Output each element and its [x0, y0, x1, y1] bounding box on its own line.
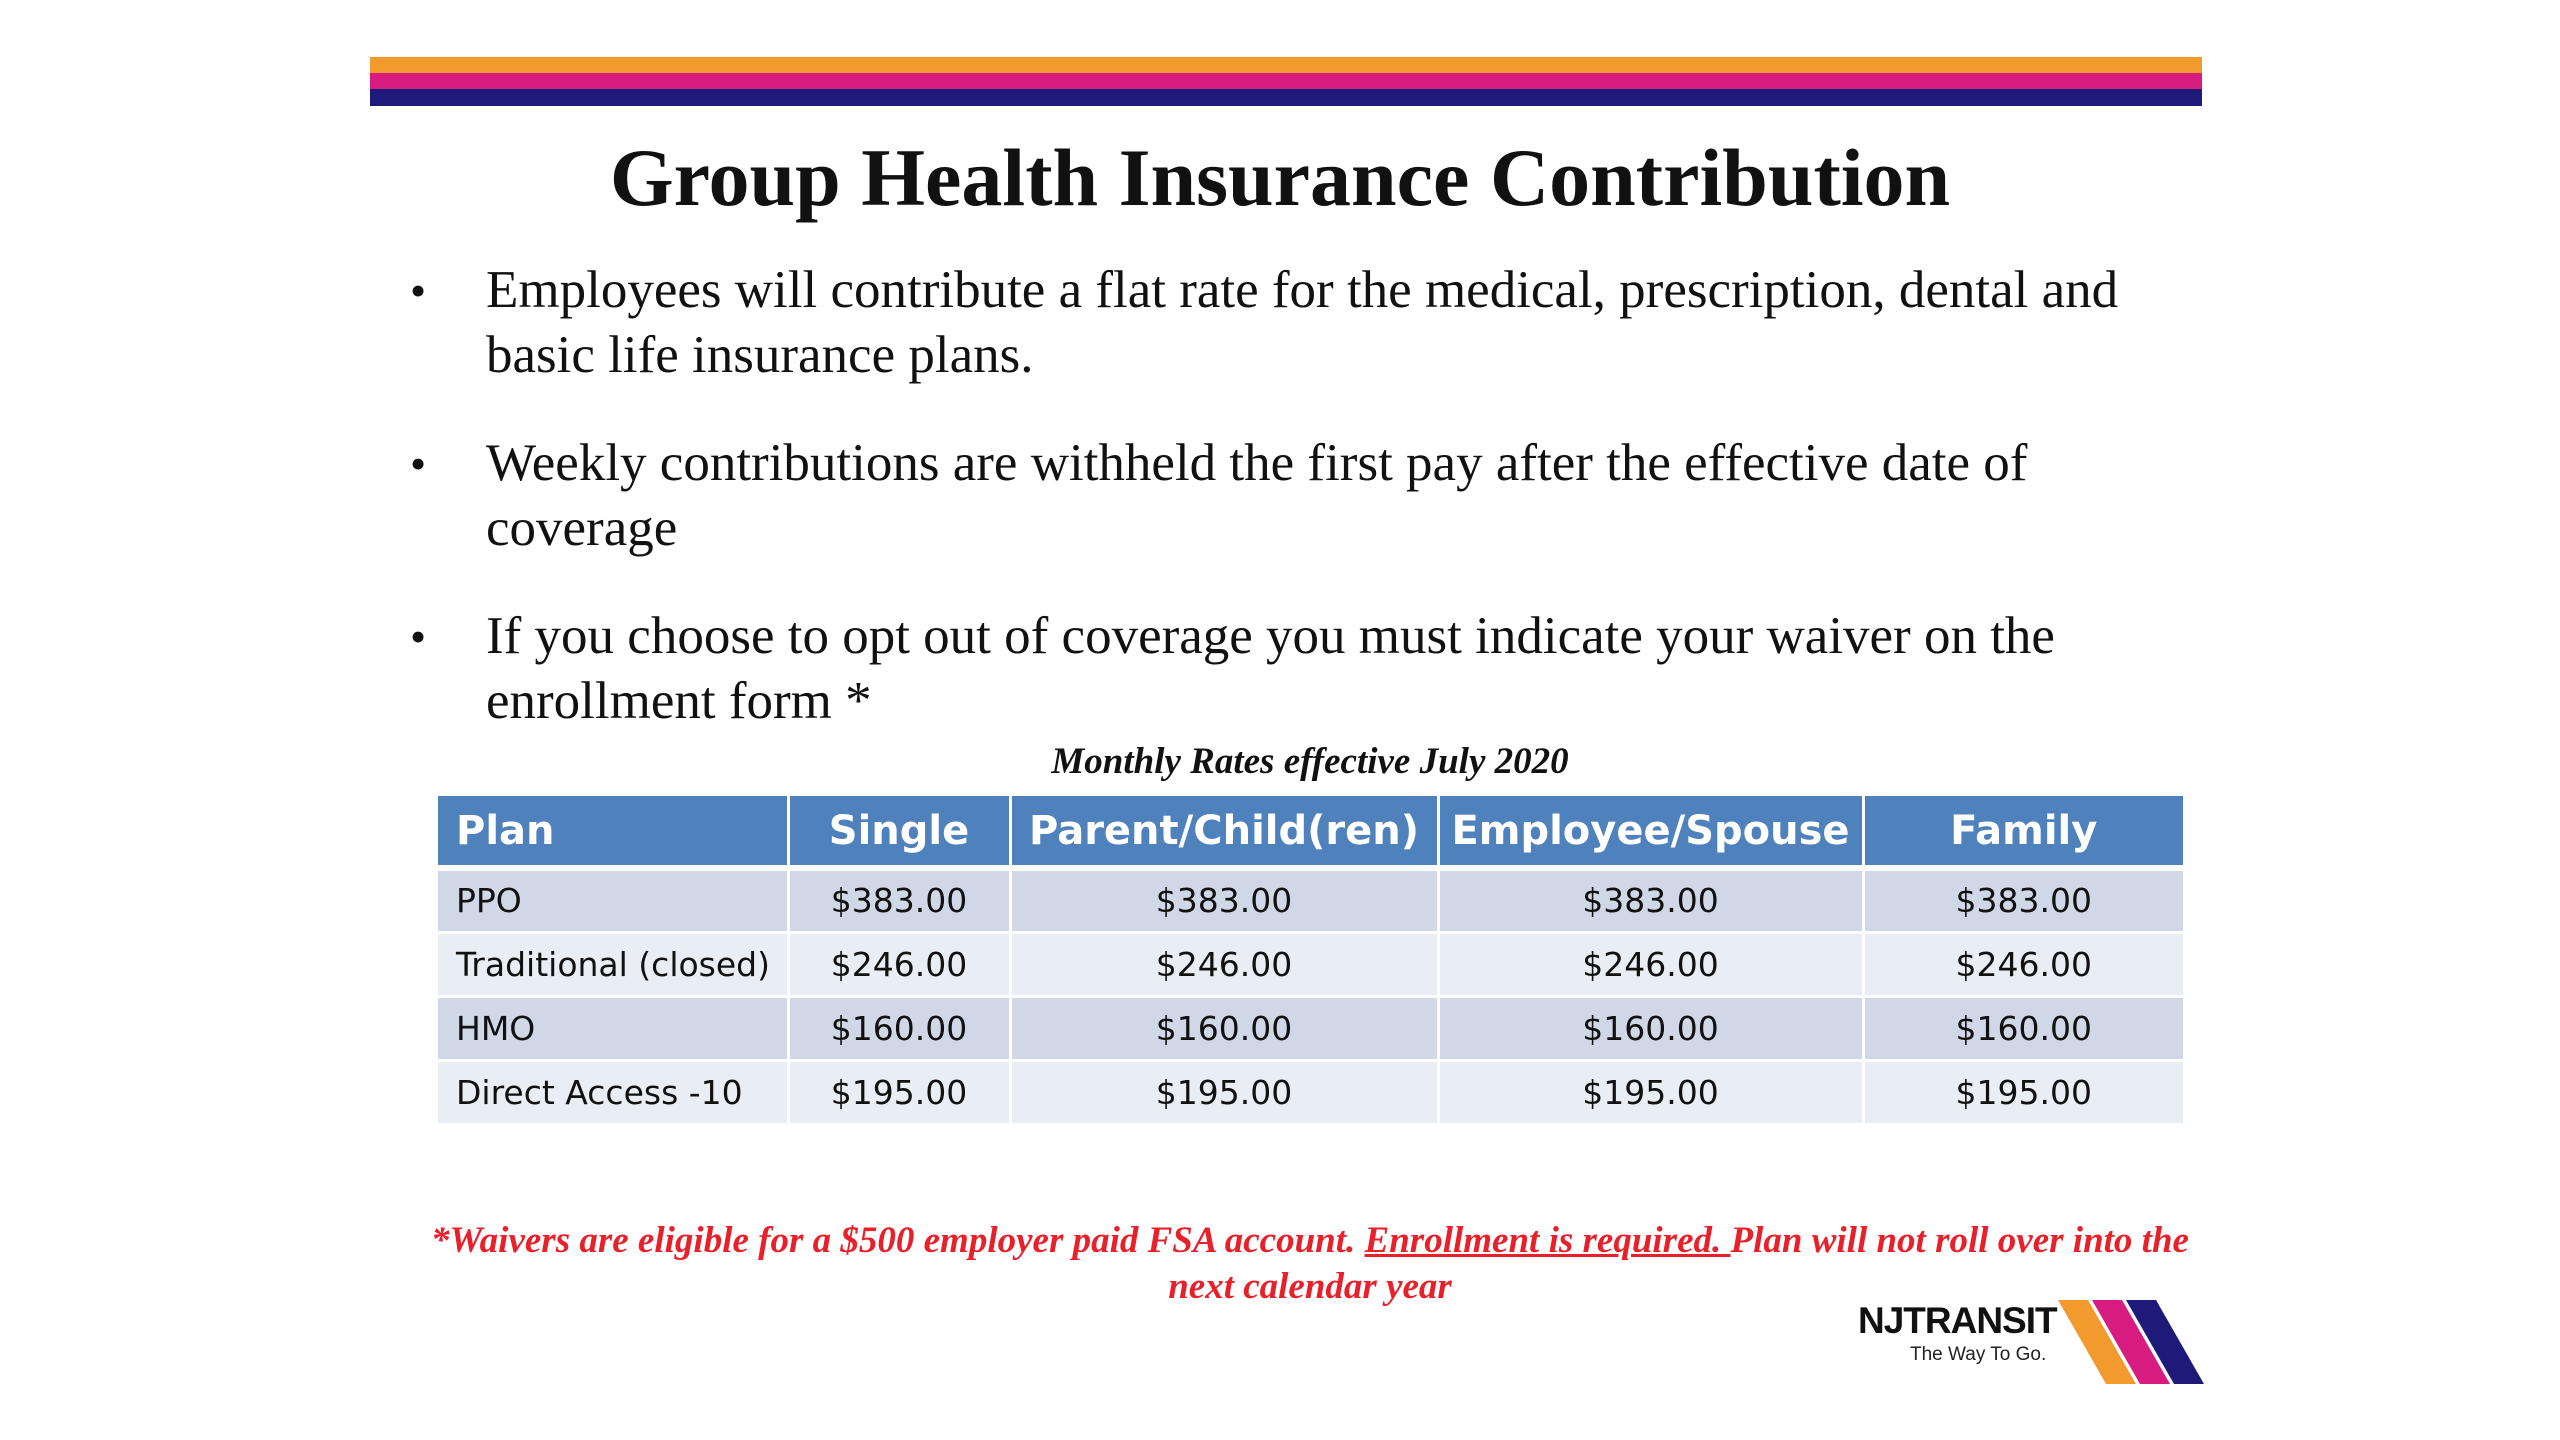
bullet-list	[410, 258, 2210, 777]
footnote-text-end: Plan will not roll over into the next calendar year	[1168, 1220, 2189, 1307]
cell-rate: $383.00	[1438, 868, 1863, 932]
footnote-underlined-text: Enrollment is required.	[1364, 1220, 1731, 1261]
cell-rate: $246.00	[1438, 932, 1863, 996]
bullet-icon: •	[410, 265, 427, 316]
bullet-text: Weekly contributions are withheld the first pay after the effective date of coverage	[486, 434, 2028, 557]
logo-wordmark: NJTRANSIT	[1858, 1300, 2057, 1341]
slide-title: Group Health Insurance Contribution	[609, 132, 1951, 223]
cell-plan: Traditional (closed)	[438, 932, 788, 996]
bullet-icon: •	[410, 438, 427, 489]
logo-tagline: The Way To Go.	[1910, 1344, 2047, 1365]
table-row	[438, 932, 2183, 996]
header-plan: Plan	[438, 796, 788, 868]
stripe-magenta	[370, 73, 2202, 89]
header-single: Single	[788, 796, 1010, 868]
table-row	[438, 996, 2183, 1060]
cell-plan: HMO	[438, 996, 788, 1060]
header-employee-spouse: Employee/Spouse	[1438, 796, 1863, 868]
footnote-text: *Waivers are eligible for a $500 employer paid FSA account.	[431, 1220, 1365, 1261]
cell-rate: $160.00	[1438, 996, 1863, 1060]
cell-rate: $195.00	[1010, 1060, 1438, 1124]
cell-rate: $246.00	[788, 932, 1010, 996]
cell-rate: $195.00	[1863, 1060, 2183, 1124]
cell-rate: $160.00	[788, 996, 1010, 1060]
table-row	[438, 1060, 2183, 1124]
table-header-row	[438, 796, 2183, 868]
cell-rate: $383.00	[1010, 868, 1438, 932]
waiver-footnote	[410, 1218, 2210, 1310]
cell-rate: $160.00	[1863, 996, 2183, 1060]
bullet-icon: •	[410, 611, 427, 662]
cell-plan: Direct Access -10	[438, 1060, 788, 1124]
cell-plan: PPO	[438, 868, 788, 932]
header-parent-child: Parent/Child(ren)	[1010, 796, 1438, 868]
header-stripes	[370, 57, 2202, 106]
cell-rate: $383.00	[1863, 868, 2183, 932]
bullet-item	[410, 258, 2210, 388]
bullet-text: Employees will contribute a flat rate for the medical, prescription, dental and basic life insurance plans.	[486, 261, 2119, 384]
header-family: Family	[1863, 796, 2183, 868]
stripe-orange	[370, 57, 2202, 73]
cell-rate: $160.00	[1010, 996, 1438, 1060]
table-caption: Monthly Rates effective July 2020	[1051, 741, 1569, 782]
cell-rate: $383.00	[788, 868, 1010, 932]
bullet-text: If you choose to opt out of coverage you must indicate your waiver on the enrollment form *	[486, 607, 2055, 730]
stripe-navy	[370, 89, 2202, 106]
nj-transit-logo	[1858, 1300, 2208, 1384]
bullet-item	[410, 431, 2210, 561]
cell-rate: $195.00	[788, 1060, 1010, 1124]
logo-stripes-icon	[2058, 1300, 2208, 1384]
bullet-item	[410, 604, 2210, 734]
cell-rate: $246.00	[1863, 932, 2183, 996]
table-row	[438, 868, 2183, 932]
cell-rate: $195.00	[1438, 1060, 1863, 1124]
cell-rate: $246.00	[1010, 932, 1438, 996]
rates-table	[438, 796, 2183, 1126]
